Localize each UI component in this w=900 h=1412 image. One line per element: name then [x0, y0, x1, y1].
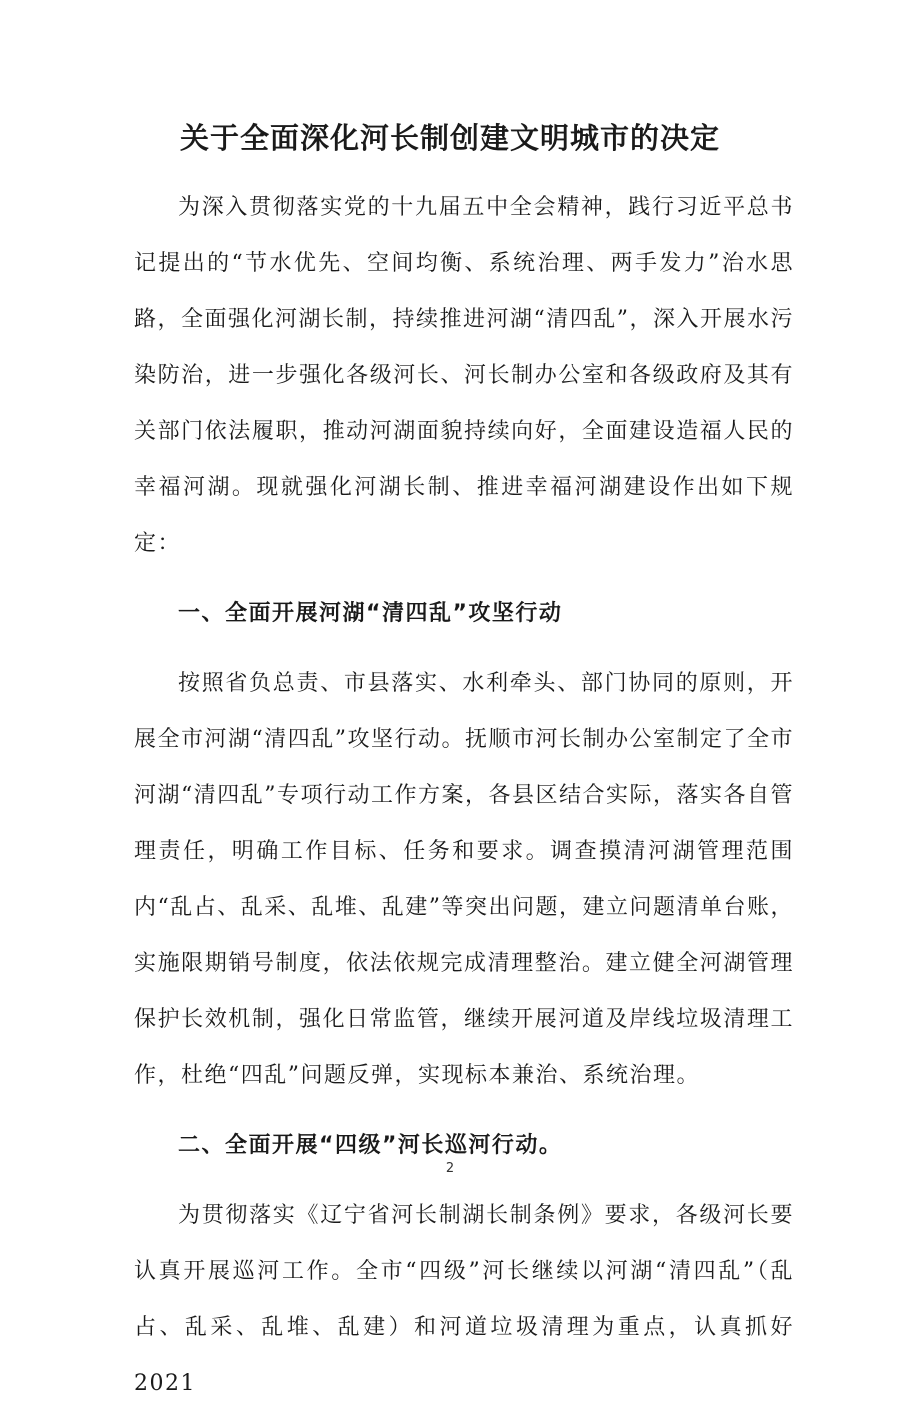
document-title: 关于全面深化河长制创建文明城市的决定 — [179, 121, 720, 155]
section-heading-1: 一、全面开展河湖“清四乱”攻坚行动 — [178, 601, 563, 626]
document-body — [134, 180, 794, 1412]
section-heading-2: 二、全面开展“四级”河长巡河行动。 — [178, 1133, 563, 1158]
page-number: 2 — [445, 1161, 455, 1176]
section-paragraph-2: 为贯彻落实《辽宁省河长制湖长制条例》要求，各级河长要认真开展巡河工作。全市“四级”河长继续以河湖“清四乱”（乱占、乱采、乱堆、乱建）和河道垃圾清理为重点，认真抓好 2021 — [134, 1203, 794, 1396]
intro-paragraph: 为深入贯彻落实党的十九届五中全会精神，践行习近平总书记提出的“节水优先、空间均衡、系统治理、两手发力”治水思路，全面强化河湖长制，持续推进河湖“清四乱”，深入开展水污染防治，进一步强化各级河长、河长制办公室和各级政府及其有关部门依法履职，推动河湖面貌持续向好，全面建设造福人民的幸福河湖。现就强化河湖长制、推进幸福河湖建设作出如下规定： — [134, 195, 794, 556]
section-paragraph-1: 按照省负总责、市县落实、水利牵头、部门协同的原则，开展全市河湖“清四乱”攻坚行动。抚顺市河长制办公室制定了全市河湖“清四乱”专项行动工作方案，各县区结合实际，落实各自管理责任，明确工作目标、任务和要求。调查摸清河湖管理范围内“乱占、乱采、乱堆、乱建”等突出问题，建立问题清单台账，实施限期销号制度，依法依规完成清理整治。建立健全河湖管理保护长效机制，强化日常监管，继续开展河道及岸线垃圾清理工作，杜绝“四乱”问题反弹，实现标本兼治、系统治理。 — [134, 671, 794, 1088]
